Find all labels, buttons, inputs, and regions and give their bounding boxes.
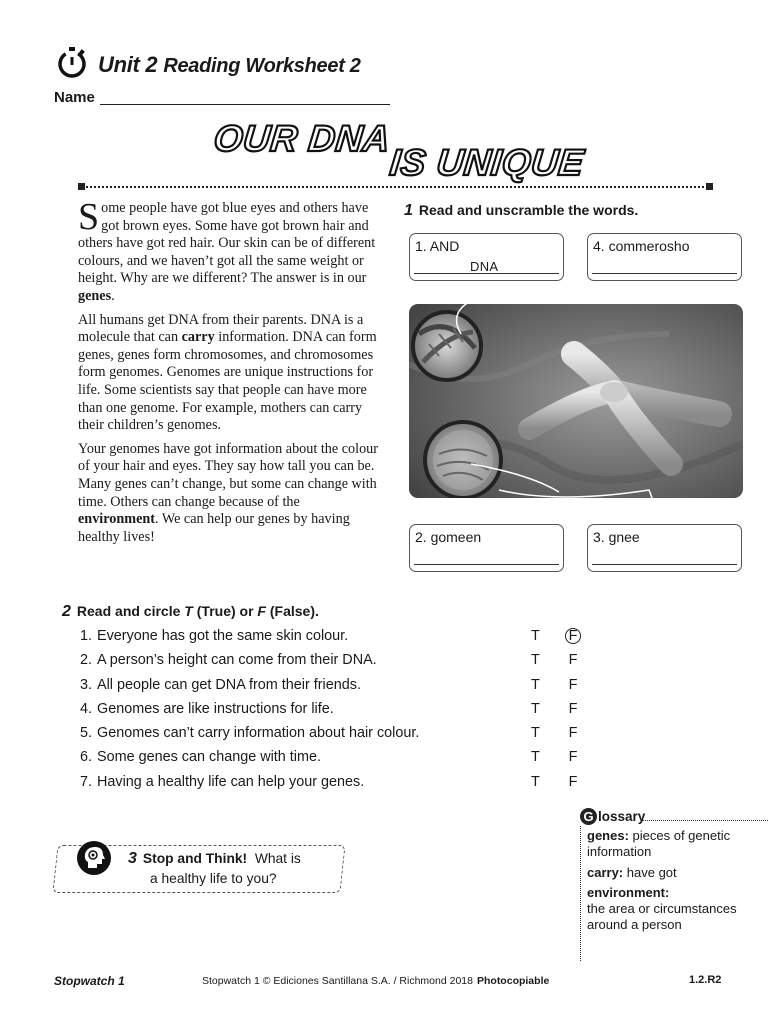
glossary-term: carry: (587, 864, 624, 880)
false-option[interactable]: F (568, 676, 578, 693)
item-statement: All people can get DNA from their friends. (97, 676, 361, 693)
item-number: 5. (80, 725, 93, 742)
reading-paragraph-2 (78, 312, 382, 435)
answer-line (414, 564, 559, 565)
worksheet-heading (98, 52, 361, 78)
glossary-entry (587, 828, 757, 860)
stop-question-b: a healthy life to you? (150, 871, 277, 886)
stop-and-think-label: Stop and Think! (142, 851, 248, 866)
word-box-label: 4. commerosho (593, 238, 690, 254)
instruction-true: T (184, 603, 193, 619)
glossary-word-genes: genes (78, 287, 112, 304)
instruction-text: (False). (265, 603, 319, 619)
glossary-title-text: lossary (598, 809, 646, 824)
page-title-line1: OUR DNA (211, 118, 393, 159)
glossary-title (580, 808, 768, 828)
word-box-answer: DNA (470, 259, 499, 274)
word-box-3[interactable] (587, 524, 742, 572)
glossary-term: genes: (587, 828, 629, 843)
glossary-entry (587, 885, 757, 932)
true-false-item (80, 627, 600, 651)
exercise-1-instruction: Read and unscramble the words. (418, 202, 639, 218)
word-box-label: 2. gomeen (415, 529, 482, 545)
true-false-item (80, 773, 600, 797)
page-code: 1.2.R2 (689, 974, 722, 986)
drop-cap: S (78, 196, 100, 238)
glossary-border (580, 826, 581, 961)
copyright-text: Stopwatch 1 © Ediciones Santillana S.A. / Richmond 2018 (202, 975, 473, 987)
word-box-label: 3. gnee (593, 529, 640, 545)
divider-end-right (706, 183, 713, 190)
answer-line (414, 273, 559, 274)
exercise-2-number: 2 (62, 603, 71, 620)
true-false-item (80, 700, 600, 724)
true-option[interactable]: T (531, 773, 540, 790)
instruction-text: Read and circle (76, 603, 185, 619)
item-statement: Genomes are like instructions for life. (97, 700, 334, 717)
exercise-1-number: 1 (404, 202, 413, 219)
item-number: 2. (80, 652, 93, 669)
reading-text-span: All humans get DNA from their parents. DNA is a molecule that can (78, 311, 364, 346)
page-title-line2: IS UNIQUE (387, 142, 586, 183)
glossary-term: environment: (587, 885, 670, 901)
reading-paragraph-1 (78, 196, 382, 306)
glossary-dots (642, 820, 768, 821)
footer-logo: Stopwatch 1 (54, 974, 125, 988)
true-option[interactable]: T (531, 725, 540, 742)
answer-line (592, 564, 737, 565)
answer-line (592, 273, 737, 274)
glossary-definition: the area or circumstances around a person (587, 901, 737, 932)
instruction-text: (True) or (192, 603, 258, 619)
name-label: Name (54, 89, 95, 106)
reading-text-span: . We can help our genes by having healthy lives! (78, 511, 350, 545)
glossary-definition: pieces of genetic information (587, 828, 731, 859)
head-icon (76, 840, 112, 876)
word-box-4[interactable] (587, 233, 742, 281)
true-false-item (80, 676, 600, 700)
chromosome-illustration (409, 304, 743, 498)
true-option[interactable]: T (531, 700, 540, 717)
item-number: 1. (80, 628, 93, 644)
stop-question-a: What is (254, 851, 301, 866)
word-box-1[interactable] (409, 233, 564, 281)
glossary-word-environment: environment (78, 511, 155, 528)
stop-and-think-text (128, 849, 338, 889)
item-number: 6. (80, 749, 93, 766)
true-false-item (80, 748, 600, 772)
reading-text-span: information. DNA can form genes, genes form chromosomes, and chromosomes form genomes. Genomes are unique instructions for life. Some scientists say that people can have more than one genome. For example, mothers can carry their children’s genomes. (78, 329, 377, 434)
glossary-body (587, 828, 757, 938)
item-statement: Everyone has got the same skin colour. (97, 628, 349, 644)
name-field[interactable] (100, 104, 390, 105)
true-false-item (80, 651, 600, 675)
instruction-false: F (257, 603, 266, 619)
footer-copyright (202, 975, 549, 987)
worksheet-label: Reading Worksheet 2 (163, 55, 361, 77)
exercise-3-number: 3 (128, 850, 137, 867)
reading-text-span: Your genomes have got information about the colour of your hair and eyes. They say how tall you can be. Many genes can’t change, but some can change with time. Others can change because of the (78, 440, 378, 510)
true-option[interactable]: T (531, 749, 540, 766)
true-false-item (80, 724, 600, 748)
false-option[interactable]: F (565, 628, 581, 644)
glossary-badge: G (580, 808, 597, 825)
item-statement: Some genes can change with time. (97, 749, 321, 766)
reading-paragraph-3 (78, 441, 382, 547)
false-option[interactable]: F (568, 773, 578, 790)
divider (82, 186, 712, 188)
item-number: 7. (80, 773, 93, 790)
glossary-definition: have got (626, 864, 677, 880)
true-option[interactable]: T (531, 652, 540, 669)
reading-text-span: . (111, 287, 115, 304)
glossary-entry (587, 865, 757, 881)
false-option[interactable]: F (568, 652, 578, 669)
item-number: 3. (80, 676, 93, 693)
reading-text (78, 196, 382, 552)
word-box-label: 1. AND (415, 238, 460, 254)
item-statement: Having a healthy life can help your genes. (97, 773, 365, 790)
false-option[interactable]: F (568, 725, 578, 742)
item-statement: A person’s height can come from their DNA. (97, 652, 377, 669)
true-option[interactable]: T (531, 676, 540, 693)
divider-end-left (78, 183, 85, 190)
glossary-heading (580, 808, 768, 828)
exercise-1-heading (404, 202, 638, 220)
item-number: 4. (80, 700, 93, 717)
true-false-list (80, 627, 600, 797)
photocopiable-label: Photocopiable (476, 975, 550, 987)
word-box-2[interactable] (409, 524, 564, 572)
glossary-word-carry: carry (181, 329, 215, 346)
reading-text-span: ome people have got blue eyes and others have got brown eyes. Some have got brown hair and others have got red hair. Our skin can be of different colours, and we haven’t got all the same weight or height. Why are we different? The answer is in our (78, 200, 376, 287)
false-option[interactable]: F (568, 749, 578, 766)
item-statement: Genomes can’t carry information about hair colour. (97, 725, 420, 742)
exercise-2-heading (62, 603, 319, 621)
false-option[interactable]: F (568, 700, 578, 717)
unit-label: Unit 2 (98, 52, 158, 77)
true-option[interactable]: T (531, 628, 540, 644)
stopwatch-icon (54, 44, 90, 80)
